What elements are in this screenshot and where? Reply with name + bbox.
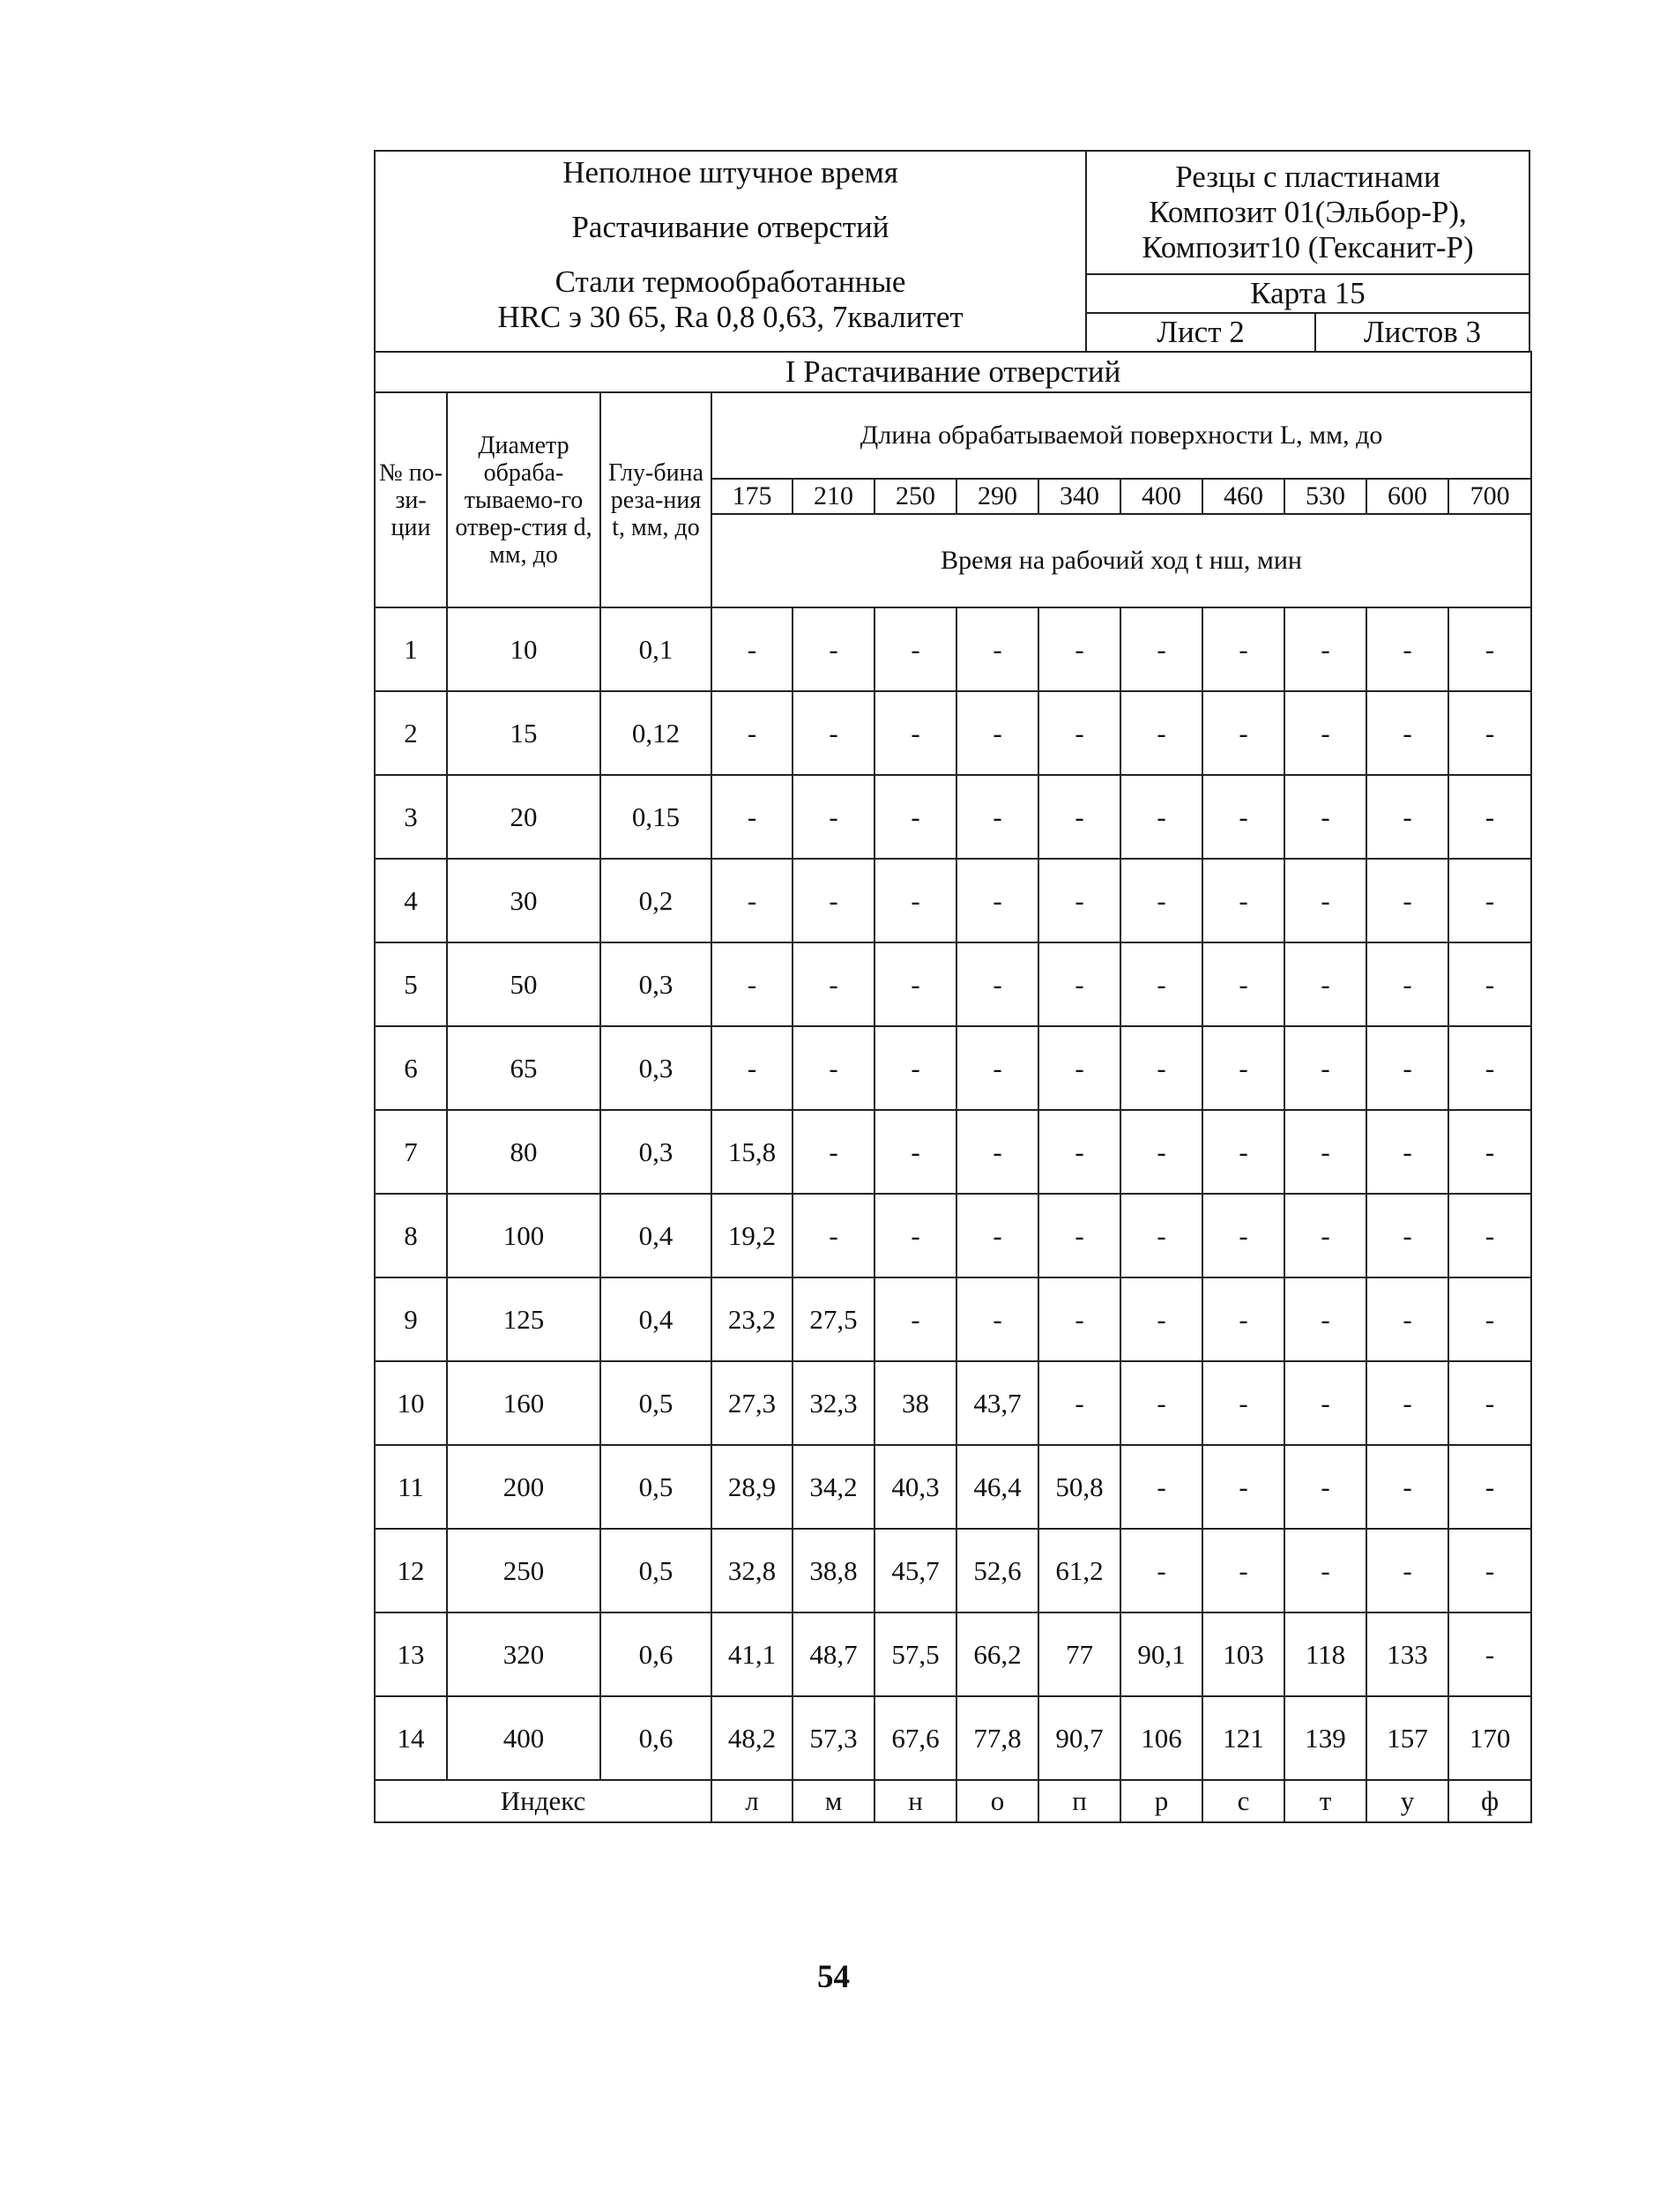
length-value: 700: [1448, 479, 1531, 514]
time-value: -: [1284, 1529, 1366, 1612]
time-value: -: [1448, 1026, 1531, 1110]
table-row: [375, 859, 1531, 942]
depth-value: 0,5: [600, 1445, 711, 1529]
header-tool-cell: [1086, 151, 1529, 274]
time-value: -: [1284, 1445, 1366, 1529]
time-value: -: [1284, 607, 1366, 691]
time-value: -: [793, 942, 874, 1026]
depth-value: 0,12: [600, 691, 711, 775]
table-row: [375, 775, 1531, 859]
time-value: -: [793, 1194, 874, 1277]
depth-value: 0,2: [600, 859, 711, 942]
time-value: -: [1120, 942, 1202, 1026]
depth-value: 0,15: [600, 775, 711, 859]
time-value: -: [874, 691, 956, 775]
time-value: 23,2: [711, 1277, 793, 1361]
depth-value: 0,6: [600, 1612, 711, 1696]
position-number: 13: [375, 1612, 447, 1696]
diameter-value: 320: [447, 1612, 600, 1696]
time-value: -: [1038, 1194, 1120, 1277]
time-value: -: [1284, 775, 1366, 859]
time-value: 77,8: [956, 1696, 1038, 1780]
time-value: -: [1202, 1110, 1284, 1194]
time-value: -: [1284, 1361, 1366, 1445]
time-value: -: [1448, 1110, 1531, 1194]
time-value: -: [1120, 1529, 1202, 1612]
time-value: 43,7: [956, 1361, 1038, 1445]
time-value: -: [793, 859, 874, 942]
time-norms-table: [374, 351, 1532, 1823]
time-value: -: [956, 1110, 1038, 1194]
time-value: 34,2: [793, 1445, 874, 1529]
time-value: -: [1448, 942, 1531, 1026]
diameter-value: 15: [447, 691, 600, 775]
time-value: -: [874, 1026, 956, 1110]
index-value: ф: [1448, 1780, 1531, 1822]
depth-value: 0,3: [600, 1110, 711, 1194]
time-value: -: [1120, 1361, 1202, 1445]
index-value: с: [1202, 1780, 1284, 1822]
time-value: -: [793, 775, 874, 859]
index-value: р: [1120, 1780, 1202, 1822]
time-value: -: [1284, 859, 1366, 942]
depth-value: 0,1: [600, 607, 711, 691]
length-value: 530: [1284, 479, 1366, 514]
time-value: -: [874, 607, 956, 691]
time-value: 139: [1284, 1696, 1366, 1780]
time-value: 41,1: [711, 1612, 793, 1696]
time-value: 67,6: [874, 1696, 956, 1780]
time-value: -: [793, 607, 874, 691]
time-value: -: [1448, 1445, 1531, 1529]
time-value: -: [956, 942, 1038, 1026]
table-row: [375, 1529, 1531, 1612]
time-value: -: [1448, 1612, 1531, 1696]
time-value: -: [711, 1026, 793, 1110]
time-value: -: [1120, 1445, 1202, 1529]
time-value: -: [1366, 1361, 1448, 1445]
time-value: -: [1202, 607, 1284, 691]
time-value: -: [1038, 1110, 1120, 1194]
time-value: -: [1448, 1529, 1531, 1612]
position-number: 2: [375, 691, 447, 775]
table-row: [375, 1445, 1531, 1529]
time-value: -: [1448, 775, 1531, 859]
time-value: 133: [1366, 1612, 1448, 1696]
time-value: -: [1202, 1361, 1284, 1445]
header-table: [374, 150, 1530, 353]
table-row: [375, 1696, 1531, 1780]
header-tool-line2: Композит 01(Эльбор-Р),: [1149, 195, 1467, 229]
time-value: -: [1366, 1277, 1448, 1361]
section-title: I Растачивание отверстий: [375, 352, 1531, 392]
header-tool-line1: Резцы с пластинами: [1175, 160, 1440, 194]
time-value: -: [1038, 1277, 1120, 1361]
depth-value: 0,4: [600, 1277, 711, 1361]
table-row: [375, 1026, 1531, 1110]
time-value: -: [956, 607, 1038, 691]
time-value: 106: [1120, 1696, 1202, 1780]
diameter-value: 250: [447, 1529, 600, 1612]
position-number: 8: [375, 1194, 447, 1277]
time-value: 48,2: [711, 1696, 793, 1780]
time-value: -: [956, 859, 1038, 942]
time-value: -: [1366, 607, 1448, 691]
time-value: 157: [1366, 1696, 1448, 1780]
diameter-value: 125: [447, 1277, 600, 1361]
position-number: 11: [375, 1445, 447, 1529]
time-value: -: [1202, 1277, 1284, 1361]
time-value: -: [1366, 691, 1448, 775]
table-row: [375, 1612, 1531, 1696]
time-value: -: [1448, 607, 1531, 691]
time-value: -: [1038, 859, 1120, 942]
position-number: 5: [375, 942, 447, 1026]
time-value: -: [1120, 1026, 1202, 1110]
time-value: -: [793, 1110, 874, 1194]
table-row: [375, 1194, 1531, 1277]
time-value: -: [1284, 1026, 1366, 1110]
time-value: -: [1366, 1529, 1448, 1612]
index-value: л: [711, 1780, 793, 1822]
depth-value: 0,4: [600, 1194, 711, 1277]
header-tool-line3: Композит10 (Гексанит-Р): [1142, 230, 1474, 264]
diameter-value: 400: [447, 1696, 600, 1780]
position-number: 9: [375, 1277, 447, 1361]
time-value: 15,8: [711, 1110, 793, 1194]
position-number: 7: [375, 1110, 447, 1194]
time-value: 118: [1284, 1612, 1366, 1696]
time-value: -: [956, 1026, 1038, 1110]
time-value: -: [874, 859, 956, 942]
time-value: 27,5: [793, 1277, 874, 1361]
position-number: 1: [375, 607, 447, 691]
length-value: 460: [1202, 479, 1284, 514]
time-value: -: [956, 1277, 1038, 1361]
time-value: -: [1366, 859, 1448, 942]
header-sheets: Листов 3: [1315, 313, 1529, 352]
time-value: -: [1284, 691, 1366, 775]
time-value: -: [711, 691, 793, 775]
depth-value: 0,3: [600, 942, 711, 1026]
time-value: 57,5: [874, 1612, 956, 1696]
col-header-time: Время на рабочий ход t нш, мин: [711, 514, 1531, 607]
time-value: -: [956, 691, 1038, 775]
time-value: -: [1284, 1277, 1366, 1361]
time-value: -: [1202, 1445, 1284, 1529]
time-value: -: [1202, 1026, 1284, 1110]
time-value: -: [711, 942, 793, 1026]
time-value: -: [1366, 1110, 1448, 1194]
time-value: -: [711, 607, 793, 691]
time-value: -: [1202, 775, 1284, 859]
time-value: -: [1202, 1529, 1284, 1612]
length-value: 175: [711, 479, 793, 514]
time-value: -: [711, 859, 793, 942]
time-value: -: [1284, 1110, 1366, 1194]
time-value: 19,2: [711, 1194, 793, 1277]
time-value: -: [1202, 691, 1284, 775]
diameter-value: 100: [447, 1194, 600, 1277]
time-value: 57,3: [793, 1696, 874, 1780]
length-value: 250: [874, 479, 956, 514]
time-value: -: [1448, 1277, 1531, 1361]
index-value: м: [793, 1780, 874, 1822]
time-value: -: [1038, 942, 1120, 1026]
time-value: -: [1038, 1361, 1120, 1445]
table-row: [375, 1110, 1531, 1194]
depth-value: 0,5: [600, 1361, 711, 1445]
time-value: -: [1202, 942, 1284, 1026]
col-header-diameter: Диаметр обраба-тываемо-го отвер-стия d, мм, до: [447, 392, 600, 607]
time-value: -: [956, 775, 1038, 859]
length-value: 600: [1366, 479, 1448, 514]
time-value: 46,4: [956, 1445, 1038, 1529]
time-value: -: [874, 942, 956, 1026]
time-value: -: [1366, 942, 1448, 1026]
time-value: -: [1120, 1277, 1202, 1361]
time-value: -: [1284, 1194, 1366, 1277]
length-value: 290: [956, 479, 1038, 514]
length-value: 210: [793, 479, 874, 514]
time-value: -: [1448, 691, 1531, 775]
time-value: -: [1366, 775, 1448, 859]
position-number: 4: [375, 859, 447, 942]
index-value: н: [874, 1780, 956, 1822]
header-left-cell: [375, 151, 1086, 352]
diameter-value: 65: [447, 1026, 600, 1110]
table-body: [375, 607, 1531, 1780]
index-value: у: [1366, 1780, 1448, 1822]
time-value: -: [1448, 1194, 1531, 1277]
index-value: п: [1038, 1780, 1120, 1822]
depth-value: 0,5: [600, 1529, 711, 1612]
time-value: 121: [1202, 1696, 1284, 1780]
time-value: -: [1120, 859, 1202, 942]
time-value: -: [874, 1110, 956, 1194]
time-value: -: [874, 1194, 956, 1277]
time-value: -: [1120, 607, 1202, 691]
diameter-value: 30: [447, 859, 600, 942]
diameter-value: 10: [447, 607, 600, 691]
header-title: Неполное штучное время: [562, 155, 898, 190]
time-value: -: [874, 1277, 956, 1361]
time-value: -: [793, 1026, 874, 1110]
col-header-length: Длина обрабатываемой поверхности L, мм, до: [711, 392, 1531, 479]
table-row: [375, 607, 1531, 691]
time-value: -: [1120, 691, 1202, 775]
time-value: -: [711, 775, 793, 859]
time-value: -: [1366, 1194, 1448, 1277]
col-header-position: № по-зи-ции: [375, 392, 447, 607]
col-header-depth: Глу-бина реза-ния t, мм, до: [600, 392, 711, 607]
time-value: 38,8: [793, 1529, 874, 1612]
time-value: -: [1448, 1361, 1531, 1445]
time-value: -: [1202, 1194, 1284, 1277]
time-value: -: [1202, 859, 1284, 942]
length-value: 400: [1120, 479, 1202, 514]
table-row: [375, 691, 1531, 775]
length-value: 340: [1038, 479, 1120, 514]
diameter-value: 20: [447, 775, 600, 859]
page-number: 54: [817, 1959, 850, 1995]
header-card: Карта 15: [1086, 274, 1529, 313]
time-value: -: [1366, 1026, 1448, 1110]
table-row: [375, 1277, 1531, 1361]
time-value: -: [1448, 859, 1531, 942]
position-number: 14: [375, 1696, 447, 1780]
index-value: т: [1284, 1780, 1366, 1822]
time-value: 103: [1202, 1612, 1284, 1696]
time-value: 170: [1448, 1696, 1531, 1780]
depth-value: 0,6: [600, 1696, 711, 1780]
time-value: 48,7: [793, 1612, 874, 1696]
time-value: 61,2: [1038, 1529, 1120, 1612]
time-value: -: [874, 775, 956, 859]
time-value: 50,8: [1038, 1445, 1120, 1529]
time-value: 27,3: [711, 1361, 793, 1445]
time-value: 32,3: [793, 1361, 874, 1445]
index-row: [375, 1780, 1531, 1822]
table-row: [375, 942, 1531, 1026]
time-value: -: [956, 1194, 1038, 1277]
diameter-value: 200: [447, 1445, 600, 1529]
time-value: -: [793, 691, 874, 775]
depth-value: 0,3: [600, 1026, 711, 1110]
position-number: 10: [375, 1361, 447, 1445]
time-value: -: [1366, 1445, 1448, 1529]
time-value: -: [1284, 942, 1366, 1026]
diameter-value: 80: [447, 1110, 600, 1194]
time-value: -: [1038, 1026, 1120, 1110]
position-number: 6: [375, 1026, 447, 1110]
time-value: -: [1038, 691, 1120, 775]
time-value: 40,3: [874, 1445, 956, 1529]
time-value: 52,6: [956, 1529, 1038, 1612]
index-label: Индекс: [375, 1780, 711, 1822]
table-row: [375, 1361, 1531, 1445]
index-value: о: [956, 1780, 1038, 1822]
position-number: 12: [375, 1529, 447, 1612]
time-value: 66,2: [956, 1612, 1038, 1696]
time-value: 38: [874, 1361, 956, 1445]
time-value: -: [1120, 775, 1202, 859]
time-value: -: [1038, 607, 1120, 691]
document-sheet: [374, 150, 1529, 1823]
diameter-value: 50: [447, 942, 600, 1026]
time-value: 90,7: [1038, 1696, 1120, 1780]
header-conditions: HRC э 30 65, Ra 0,8 0,63, 7квалитет: [497, 300, 964, 334]
time-value: 28,9: [711, 1445, 793, 1529]
time-value: -: [1038, 775, 1120, 859]
header-operation: Растачивание отверстий: [571, 210, 889, 244]
time-value: 32,8: [711, 1529, 793, 1612]
time-value: -: [1120, 1110, 1202, 1194]
time-value: 90,1: [1120, 1612, 1202, 1696]
time-value: -: [1120, 1194, 1202, 1277]
header-material: Стали термообработанные: [554, 264, 906, 299]
diameter-value: 160: [447, 1361, 600, 1445]
time-value: 45,7: [874, 1529, 956, 1612]
position-number: 3: [375, 775, 447, 859]
header-sheet: Лист 2: [1086, 313, 1315, 352]
time-value: 77: [1038, 1612, 1120, 1696]
